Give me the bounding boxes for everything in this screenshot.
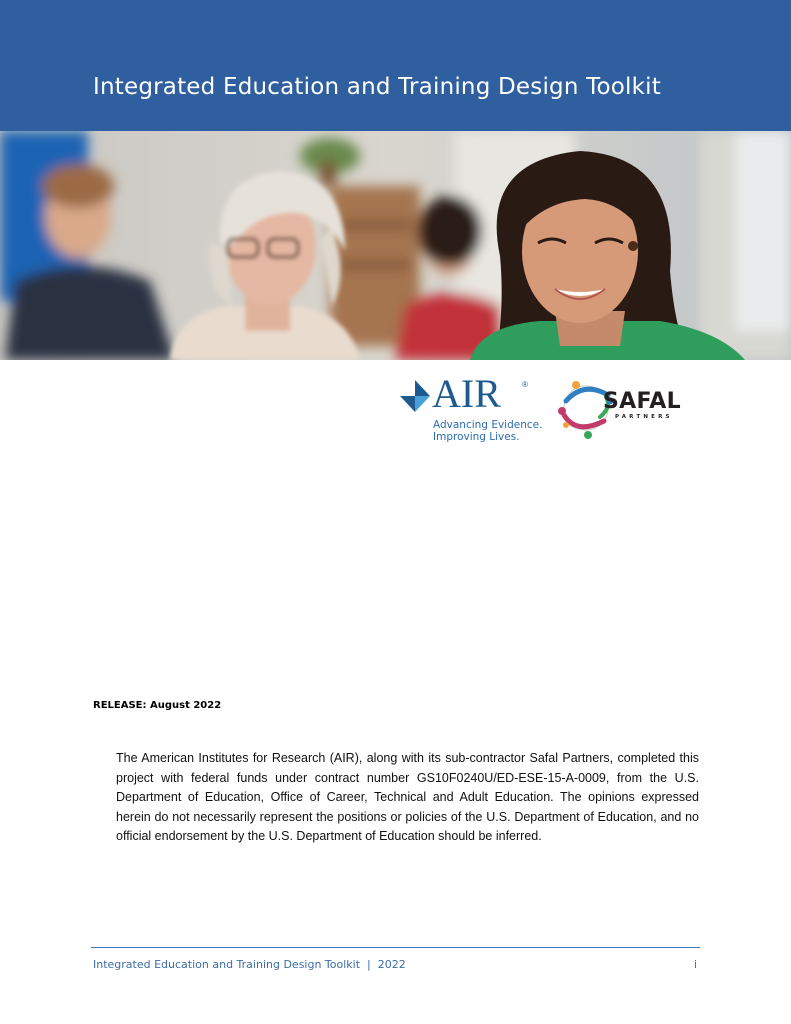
safal-subtitle: PARTNERS	[615, 414, 673, 420]
air-tagline-line1: Advancing Evidence.	[433, 419, 543, 431]
safal-wordmark: SAFAL	[603, 389, 681, 414]
hero-photo	[0, 131, 791, 360]
release-date: RELEASE: August 2022	[93, 700, 222, 711]
air-logo	[400, 371, 550, 450]
header-band	[0, 0, 791, 131]
air-diamond-icon	[400, 380, 430, 412]
footer-title: Integrated Education and Training Design Toolkit | 2022	[93, 958, 406, 971]
air-tagline	[433, 419, 542, 443]
safal-partners-logo	[556, 377, 701, 439]
page-number: i	[694, 958, 698, 971]
document-title: Integrated Education and Training Design Toolkit	[93, 74, 661, 100]
disclaimer-paragraph: The American Institutes for Research (AIR), along with its sub-contractor Safal Partners, completed this project with federal funds under contract number GS10F0240U/ED-ESE-15-A-0009, from the U.S. Department of Education, Office of Career, Technical and Adult Education. The opinions expressed herein do not necessarily represent the positions or policies of the U.S. Department of Education, and no official endorsement by the U.S. Department of Education should be inferred.	[116, 751, 699, 844]
air-wordmark: AIR	[432, 371, 501, 416]
air-tagline-line2: Improving Lives.	[433, 431, 520, 443]
classroom-photo	[0, 131, 791, 360]
registered-mark: ®	[522, 380, 528, 389]
footer-divider	[91, 947, 700, 948]
